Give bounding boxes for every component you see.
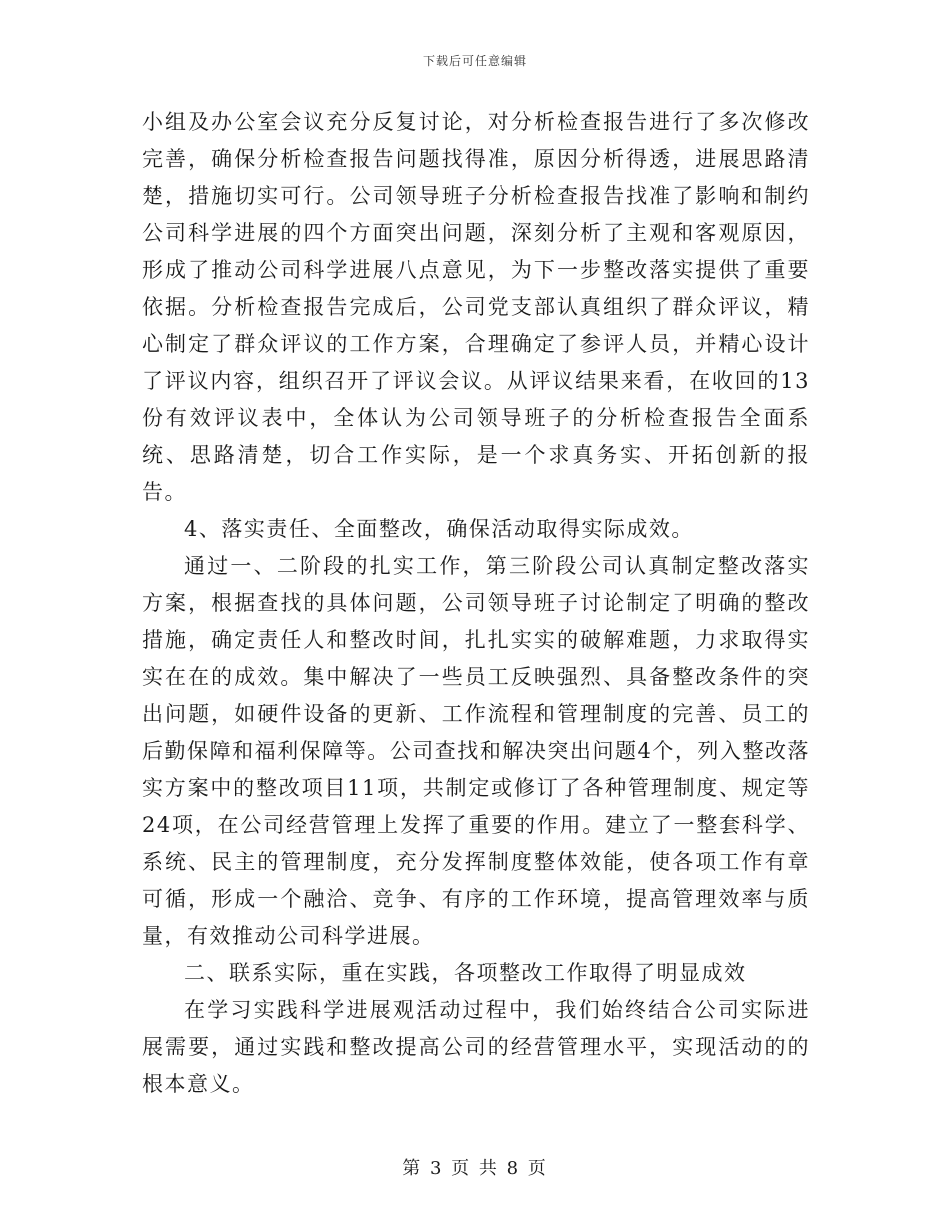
heading-practice-results: 二、联系实际，重在实践，各项整改工作取得了明显成效: [184, 961, 747, 985]
heading-implement-responsibility: 4、落实责任、全面整改，确保活动取得实际成效。: [184, 517, 694, 541]
paragraph-rectification-phase: 通过一、二阶段的扎实工作，第三阶段公司认真制定整改落实方案，根据查找的具体问题，公司领导班子讨论制定了明确的整改措施，确定责任人和整改时间，扎扎实实的破解难题，力求取得实实在在的成效。集中解决了一些员工反映强烈、具备整改条件的突出问题，如硬件设备的更新、工作流程和管理制度的完善、员工的后勤保障和福利保障等。公司查找和解决突出问题4个，列入整改落实方案中的整改项目11项，共制定或修订了各种管理制度、规定等24项，在公司经营管理上发挥了重要的作用。建立了一整套科学、系统、民主的管理制度，充分发挥制度整体效能，使各项工作有章可循，形成一个融洽、竞争、有序的工作环境，提高管理效率与质量，有效推动公司科学进展。: [142, 554, 810, 948]
current-page-number: 3: [429, 1158, 444, 1179]
paragraph-review-report: 小组及办公室会议充分反复讨论，对分析检查报告进行了多次修改完善，确保分析检查报告问题找得准，原因分析得透，进展思路清楚，措施切实可行。公司领导班子分析检查报告找准了影响和制约公司科学进展的四个方面突出问题，深刻分析了主观和客观原因，形成了推动公司科学进展八点意见，为下一步整改落实提供了重要依据。分析检查报告完成后，公司党支部认真组织了群众评议，精心制定了群众评议的工作方案，合理确定了参评人员，并精心设计了评议内容，组织召开了评议会议。从评议结果来看，在收回的13份有效评议表中，全体认为公司领导班子的分析检查报告全面系统、思路清楚，切合工作实际，是一个求真务实、开拓创新的报告。: [142, 110, 810, 504]
page-footer: [0, 1154, 950, 1180]
document-body: [142, 104, 810, 1103]
page-label-mid: 页 共: [451, 1158, 499, 1179]
page-label-suffix: 页: [527, 1158, 548, 1179]
total-pages-number: 8: [506, 1158, 521, 1179]
page-header: 下载后可任意编辑: [422, 54, 527, 68]
page-label-prefix: 第: [402, 1158, 423, 1179]
paragraph-practice-summary: 在学习实践科学进展观活动过程中，我们始终结合公司实际进展需要，通过实践和整改提高公司的经营管理水平，实现活动的的根本意义。: [142, 998, 810, 1096]
